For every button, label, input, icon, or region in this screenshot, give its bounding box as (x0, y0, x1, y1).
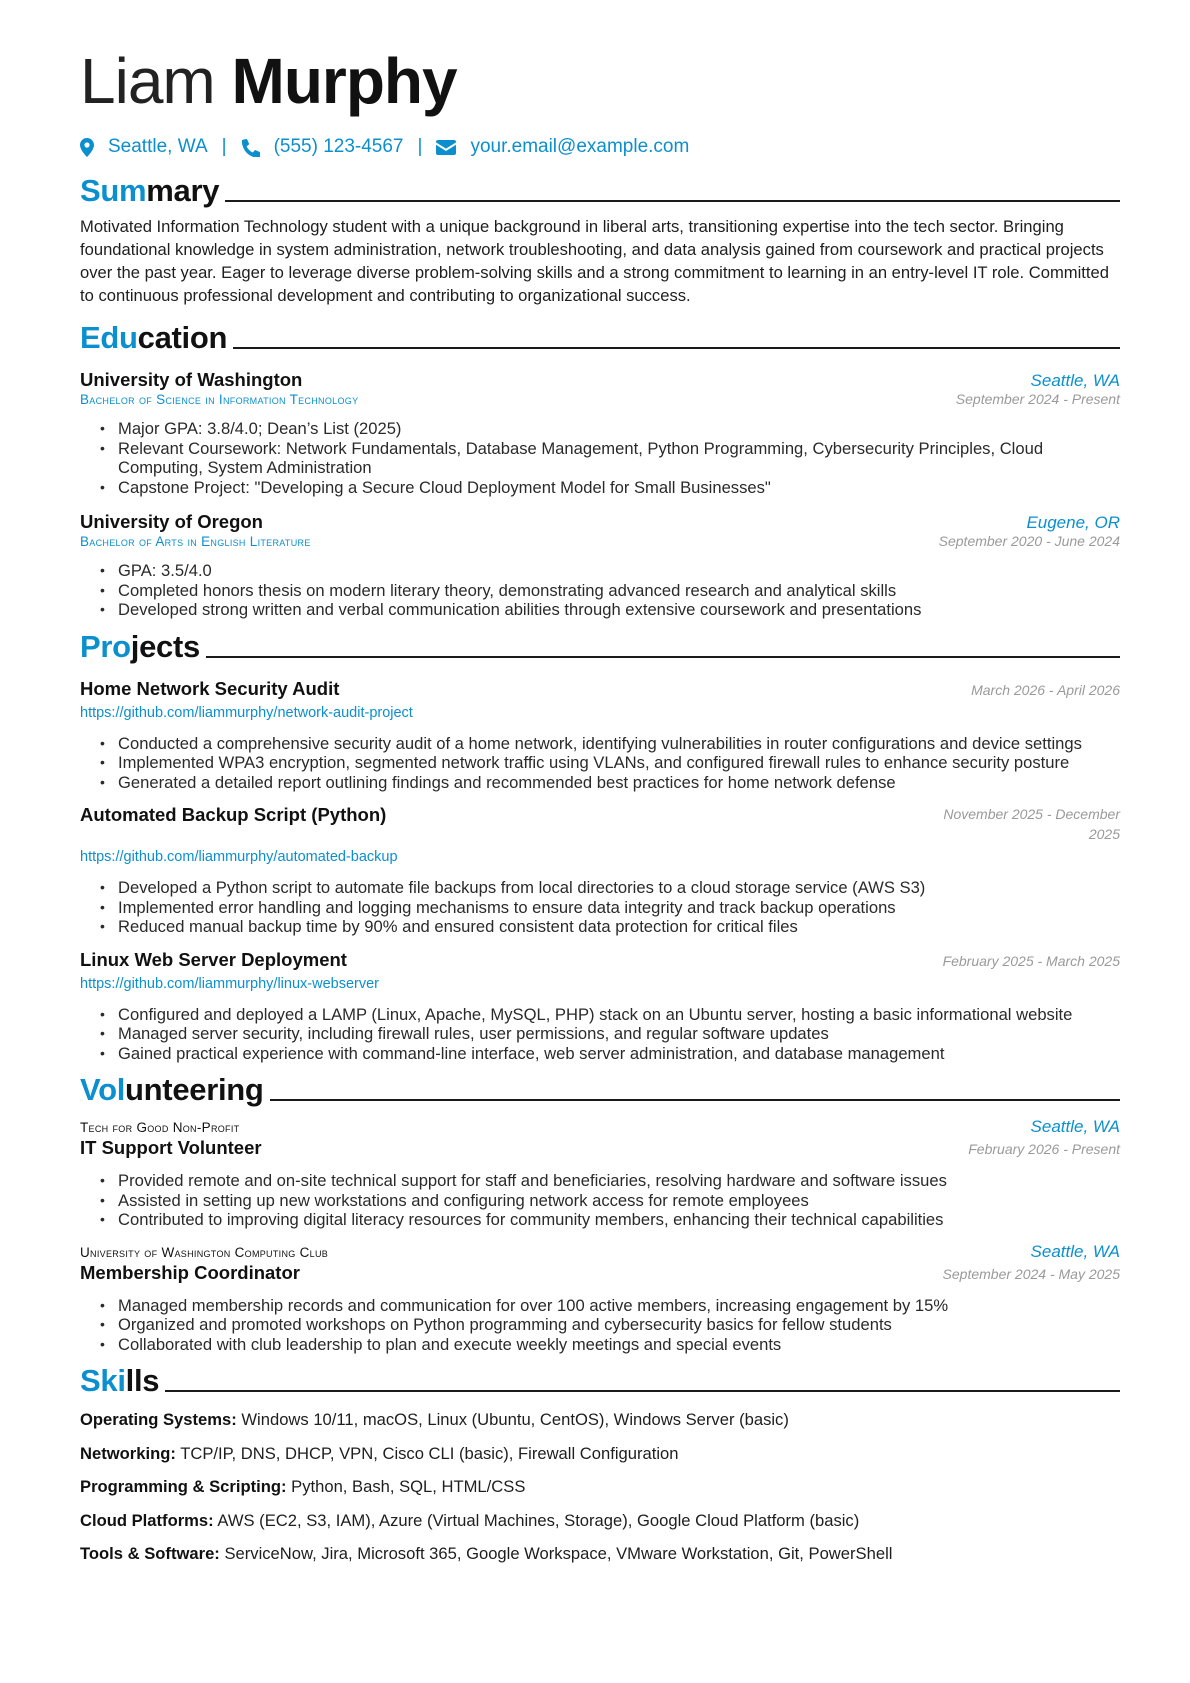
section-title: Education (80, 320, 228, 355)
skill-label: Cloud Platforms: (80, 1510, 214, 1530)
skill-row (80, 1477, 1120, 1497)
list-item: • Major GPA: 3.8/4.0; Dean’s List (2025) (118, 419, 1120, 439)
organization-name: Tech for Good Non-Profit (80, 1120, 240, 1135)
project-entry (80, 804, 1120, 937)
skill-row (80, 1410, 1120, 1430)
list-item: • Managed membership records and communication for over 100 active members, increasing engagement by 15% (118, 1296, 1120, 1316)
list-item: • Provided remote and on-site technical support for staff and beneficiaries, resolving hardware and software issues (118, 1171, 1120, 1191)
entry-location: Seattle, WA (1030, 1241, 1120, 1261)
skills-list (80, 1410, 1120, 1564)
section-rule (225, 200, 1120, 202)
entry-dates: November 2025 - December 2025 (943, 806, 1120, 842)
list-item: • Managed server security, including firewall rules, user permissions, and regular software updates (118, 1024, 1120, 1044)
list-item: • Capstone Project: "Developing a Secure Cloud Deployment Model for Small Businesses" (118, 478, 1120, 498)
bullet-list (80, 419, 1120, 497)
map-pin-icon (80, 138, 94, 157)
section-rule (270, 1099, 1120, 1101)
bullet-list (80, 1296, 1120, 1355)
section-title: Projects (80, 628, 200, 664)
skill-value: TCP/IP, DNS, DHCP, VPN, Cisco CLI (basic), Firewall Configuration (180, 1443, 679, 1463)
entry-location: Seattle, WA (1030, 371, 1120, 390)
entry-dates: September 2024 - May 2025 (942, 1265, 1120, 1282)
section-title: Volunteering (80, 1072, 264, 1107)
summary-text: Motivated Information Technology student with a unique background in liberal arts, transitioning expertise into the tech sector. Bringing foundational knowledge in system administration, network troubleshooting, and data analysis gained from coursework and practical projects over the past year. Eager to leverage diverse problem-solving skills and a strong commitment to learning in an entry-level IT role. Committed to continuous professional development and contributing to organizational success. (80, 217, 1109, 305)
contact-bar (80, 132, 1120, 162)
skill-value: ServiceNow, Jira, Microsoft 365, Google Workspace, VMware Workstation, Git, PowerShell (224, 1544, 893, 1563)
list-item: • Relevant Coursework: Network Fundamentals, Database Management, Python Programming, Cybersecurity Principles, Cloud Computing, System Administration (118, 439, 1120, 478)
list-item: • Reduced manual backup time by 90% and ensured consistent data protection for critical files (118, 917, 1120, 937)
project-link[interactable]: https://github.com/liammurphy/automated-backup (80, 849, 398, 865)
skill-label: Operating Systems: (80, 1410, 237, 1429)
entry-dates: March 2026 - April 2026 (971, 681, 1120, 698)
list-item: • Organized and promoted workshops on Python programming and cybersecurity basics for fellow students (118, 1315, 1120, 1335)
entry-dates: September 2024 - Present (955, 391, 1120, 407)
section-rule (233, 347, 1120, 349)
project-entry (80, 678, 1120, 793)
contact-email[interactable] (436, 136, 689, 158)
list-item: • Configured and deployed a LAMP (Linux, Apache, MySQL, PHP) stack on an Ubuntu server, hosting a basic informational website (118, 1005, 1120, 1025)
skill-row (80, 1444, 1120, 1464)
section-rule (165, 1390, 1120, 1392)
organization-name: University of Washington Computing Club (80, 1244, 329, 1260)
school-name: University of Washington (80, 369, 303, 390)
project-link[interactable]: https://github.com/liammurphy/linux-webserver (80, 975, 379, 992)
location-text: Seattle, WA (108, 136, 208, 157)
entry-dates: February 2025 - March 2025 (942, 952, 1120, 969)
section-rule (206, 656, 1120, 658)
education-heading (80, 317, 1120, 357)
first-name: Liam (80, 45, 215, 117)
last-name: Murphy (231, 45, 457, 117)
skill-label: Tools & Software: (80, 1544, 220, 1563)
email-text: your.email@example.com (470, 136, 690, 157)
list-item: • Implemented error handling and logging mechanisms to ensure data integrity and track backup operations (118, 898, 1120, 918)
list-item: • Developed a Python script to automate file backups from local directories to a cloud storage service (AWS S3) (118, 878, 1120, 898)
list-item: • GPA: 3.5/4.0 (118, 561, 1120, 581)
bullet-list (80, 734, 1120, 793)
entry-dates: September 2020 - June 2024 (938, 533, 1120, 549)
candidate-name (80, 40, 1120, 122)
summary-heading (80, 170, 1120, 210)
list-item: • Developed strong written and verbal communication abilities through extensive coursework and presentations (118, 600, 1120, 620)
skills-heading (80, 1360, 1120, 1400)
degree-name: Bachelor of Arts in English Literature (80, 534, 311, 549)
volunteering-heading (80, 1069, 1120, 1109)
contact-phone[interactable] (241, 136, 404, 158)
phone-icon (241, 138, 260, 157)
entry-dates: February 2026 - Present (968, 1141, 1120, 1157)
skill-label: Networking: (80, 1443, 176, 1463)
contact-separator: | (221, 136, 227, 157)
contact-separator: | (417, 136, 423, 157)
list-item: • Generated a detailed report outlining findings and recommended best practices for home network defense (118, 773, 1120, 793)
projects-heading (80, 626, 1120, 666)
entry-location: Eugene, OR (1026, 513, 1120, 532)
skill-value: Windows 10/11, macOS, Linux (Ubuntu, CentOS), Windows Server (basic) (241, 1410, 789, 1429)
role-title: IT Support Volunteer (80, 1137, 262, 1158)
skill-row (80, 1544, 1120, 1564)
degree-name: Bachelor of Science in Information Technology (80, 392, 359, 407)
volunteer-entry (80, 1117, 1120, 1230)
list-item: • Assisted in setting up new workstations and configuring network access for remote employees (118, 1191, 1120, 1211)
bullet-list (80, 561, 1120, 620)
contact-location (80, 136, 208, 158)
skill-label: Programming & Scripting: (80, 1477, 287, 1496)
resume-page (80, 40, 1120, 1578)
volunteer-entry (80, 1242, 1120, 1355)
envelope-icon (436, 140, 456, 155)
bullet-list (80, 1171, 1120, 1230)
list-item: • Contributed to improving digital literacy resources for community members, enhancing their technical capabilities (118, 1210, 1120, 1230)
project-title: Automated Backup Script (Python) (80, 804, 387, 825)
entry-location: Seattle, WA (1030, 1117, 1120, 1136)
project-title: Linux Web Server Deployment (80, 948, 347, 970)
school-name: University of Oregon (80, 511, 263, 532)
skill-value: AWS (EC2, S3, IAM), Azure (Virtual Machines, Storage), Google Cloud Platform (basic) (217, 1510, 860, 1530)
skill-value: Python, Bash, SQL, HTML/CSS (291, 1477, 526, 1496)
skill-row (80, 1511, 1120, 1531)
phone-text: (555) 123-4567 (273, 136, 404, 157)
project-link[interactable]: https://github.com/liammurphy/network-audit-project (80, 704, 413, 721)
list-item: • Implemented WPA3 encryption, segmented network traffic using VLANs, and configured firewall rules to enhance security posture (118, 753, 1120, 773)
list-item: • Gained practical experience with command-line interface, web server administration, and database management (118, 1044, 1120, 1064)
role-title: Membership Coordinator (80, 1261, 300, 1283)
bullet-list (80, 1005, 1120, 1064)
education-entry (80, 369, 1120, 497)
list-item: • Collaborated with club leadership to plan and execute weekly meetings and special events (118, 1335, 1120, 1355)
bullet-list (80, 878, 1120, 937)
section-title: Summary (80, 173, 220, 208)
list-item: • Completed honors thesis on modern literary theory, demonstrating advanced research and analytical skills (118, 581, 1120, 601)
list-item: • Conducted a comprehensive security audit of a home network, identifying vulnerabilities in router configurations and device settings (118, 734, 1120, 754)
education-entry (80, 511, 1120, 620)
project-entry (80, 949, 1120, 1064)
section-title: Skills (80, 1363, 160, 1398)
project-title: Home Network Security Audit (80, 677, 340, 699)
